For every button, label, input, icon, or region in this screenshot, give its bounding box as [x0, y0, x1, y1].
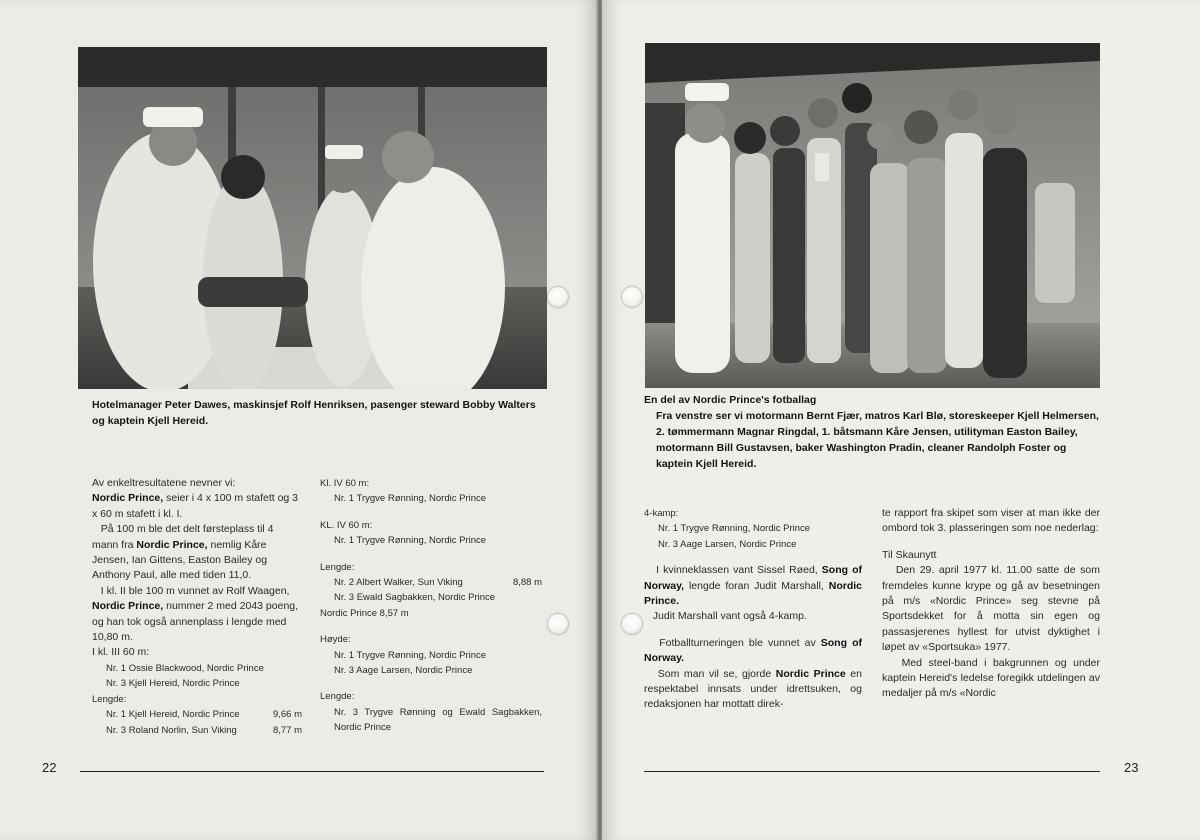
result-value: 8,77 m: [272, 724, 302, 736]
kl3-heading: I kl. III 60 m:: [92, 646, 150, 659]
kl4b-heading: KL. IV 60 m:: [320, 519, 373, 531]
paragraph-relay: [92, 491, 302, 522]
result-row: Nr. 1 Trygve Rønning, Nordic Prince: [334, 649, 487, 661]
photo-illustration-icon: [78, 47, 547, 389]
paragraph-text: lengde foran Judit Marshall,: [684, 579, 829, 592]
paragraph-text: Den 29. april 1977 kl. 11.00 satte de som fremdeles kunne krype og gå av besetningen på m/s «Nordic Prince» seg stevne på Sportsdekket for å motta sin egen og passasjerenes hyllest for utvist dyktighet i løpet av «Sportsuka» 1977.: [882, 564, 1100, 654]
paragraph-100m: [92, 522, 302, 584]
paragraph-text: I kl. II ble 100 m vunnet av Rolf Waagen,: [100, 584, 290, 597]
paragraph-fotball: [644, 636, 862, 667]
result-row: Nr. 3 Kjell Hereid, Nordic Prince: [106, 678, 240, 690]
paragraph-innsats: [644, 667, 862, 713]
result-row: Nr. 1 Trygve Rønning, Nordic Prince: [334, 535, 487, 547]
right-column-2: [882, 506, 1100, 702]
result-name: Nr. 3 Roland Norlin, Sun Viking: [106, 724, 237, 736]
result-value: 9,66 m: [272, 709, 302, 721]
right-page: [602, 0, 1200, 840]
kamp-heading: 4-kamp:: [644, 508, 679, 519]
result-row: Nr. 3 Trygve Rønning og Ewald Sagbakken, Nordic Prince: [334, 706, 542, 734]
trophy-presentation-photo: [78, 47, 547, 389]
football-team-photo: [645, 43, 1100, 388]
result-row: [320, 575, 542, 590]
lengde-heading: Lengde:: [320, 561, 355, 573]
left-column-1: [92, 476, 302, 738]
bold-song-of-norway: Song of Norway,: [644, 564, 862, 592]
footer-rule-left: [80, 771, 544, 772]
result-row: Nr. 1 Trygve Rønning, Nordic Prince: [334, 493, 487, 505]
paragraph-text: I kvinneklassen vant Sissel Røed,: [656, 564, 822, 577]
left-column-2: [320, 476, 542, 736]
kl4-heading: Kl. IV 60 m:: [320, 478, 370, 489]
result-name: Nr. 1 Kjell Hereid, Nordic Prince: [106, 709, 240, 721]
bold-nordic-prince: Nordic Prince.: [644, 579, 862, 608]
paragraph-text: en respektabel innsats under idrettsuken, og redaksjonen har mottatt direk-: [644, 667, 862, 711]
paragraph-text: Med steel-band i bakgrunnen og under kaptein Hereid's ledelse foregikk utdelingen av medaljer på m/s «Nordic: [882, 656, 1100, 700]
paragraph-til-skaunytt: Til Skaunytt: [882, 548, 937, 561]
hoyde-heading: Høyde:: [320, 634, 351, 646]
paragraph-text: seier i 4 x 100 m stafett og 3 x 60 m stafett i kl. I.: [92, 492, 299, 520]
photo-caption: [644, 392, 1100, 472]
paragraph-rapport: te rapport fra skipet som viser at man ikke der ombord tok 3. plasseringen som noe nederlag:: [882, 507, 1100, 535]
result-name: Nr. 2 Albert Walker, Sun Viking: [334, 577, 463, 589]
paragraph-text: Som man vil se, gjorde: [657, 667, 776, 680]
result-row: Nr. 1 Ossie Blackwood, Nordic Prince: [106, 662, 264, 674]
bold-nordic-prince: Nordic Prince: [775, 667, 846, 680]
lengde2-heading: Lengde:: [320, 691, 355, 703]
footer-rule-right: [644, 771, 1100, 772]
intro-text: Av enkeltresultatene nevner vi:: [92, 477, 236, 489]
result-row: [92, 707, 302, 722]
paragraph-text: nummer 2 med 2043 poeng, og han tok også annenplass i lengde med 10,80 m.: [92, 600, 299, 644]
paragraph-kl2: [92, 584, 302, 646]
paragraph-text: På 100 m ble det delt førsteplass til 4 mann fra: [92, 523, 274, 551]
photo-caption: Hotelmanager Peter Dawes, maskinsjef Rolf Henriksen, pasenger steward Bobby Walters og kaptein Kjell Hereid.: [92, 399, 536, 427]
caption-body: Fra venstre ser vi motormann Bernt Fjær, matros Karl Blø, storeskeeper Kjell Helmersen, 2. tømmermann Magnar Ringdal, 1. båtsmann Kåre Jensen, utilityman Easton Bailey, motormann Bill Gustavsen, baker Washington Pradin, cleaner Randolph Foster og kaptein Kjell Hereid.: [656, 410, 1099, 470]
result-value: 8,88 m: [512, 577, 542, 589]
bold-nordic-prince: Nordic Prince,: [92, 600, 164, 613]
bold-nordic-prince: Nordic Prince,: [136, 538, 208, 551]
bold-nordic-prince: Nordic Prince,: [92, 492, 164, 505]
binder-hole-icon: [622, 287, 642, 307]
binder-hole-icon: [548, 287, 568, 307]
paragraph-steel-band: [882, 656, 1100, 702]
right-column-1: [644, 506, 862, 713]
paragraph-text: nemlig Kåre Jensen, Ian Gittens, Easton Bailey og Anthony Paul, alle med tiden 11,0.: [92, 538, 268, 582]
result-row: Nr. 3 Aage Larsen, Nordic Prince: [334, 665, 473, 677]
paragraph-judit: [644, 609, 862, 624]
result-row: Nordic Prince 8,57 m: [320, 607, 409, 619]
result-row: Nr. 1 Trygve Rønning, Nordic Prince: [658, 523, 811, 535]
paragraph-text: Fotballturneringen ble vunnet av: [659, 636, 821, 649]
caption-title: En del av Nordic Prince's fotballag: [644, 394, 817, 406]
photo-illustration-icon: [645, 43, 1100, 388]
bold-song-of-norway: Song of Norway.: [644, 636, 862, 665]
result-row: [92, 723, 302, 738]
result-row: Nr. 3 Aage Larsen, Nordic Prince: [658, 538, 797, 550]
left-page: [0, 0, 598, 840]
paragraph-29-april: [882, 563, 1100, 655]
result-row: Nr. 3 Ewald Sagbakken, Nordic Prince: [334, 592, 496, 604]
binder-hole-icon: [622, 614, 642, 634]
page-number-right: 23: [1124, 760, 1139, 775]
page-number-left: 22: [42, 760, 57, 775]
lengde-heading: Lengde:: [92, 693, 127, 705]
paragraph-kvinneklassen: [644, 563, 862, 609]
binder-hole-icon: [548, 614, 568, 634]
paragraph-text: Judit Marshall vant også 4-kamp.: [652, 610, 807, 623]
